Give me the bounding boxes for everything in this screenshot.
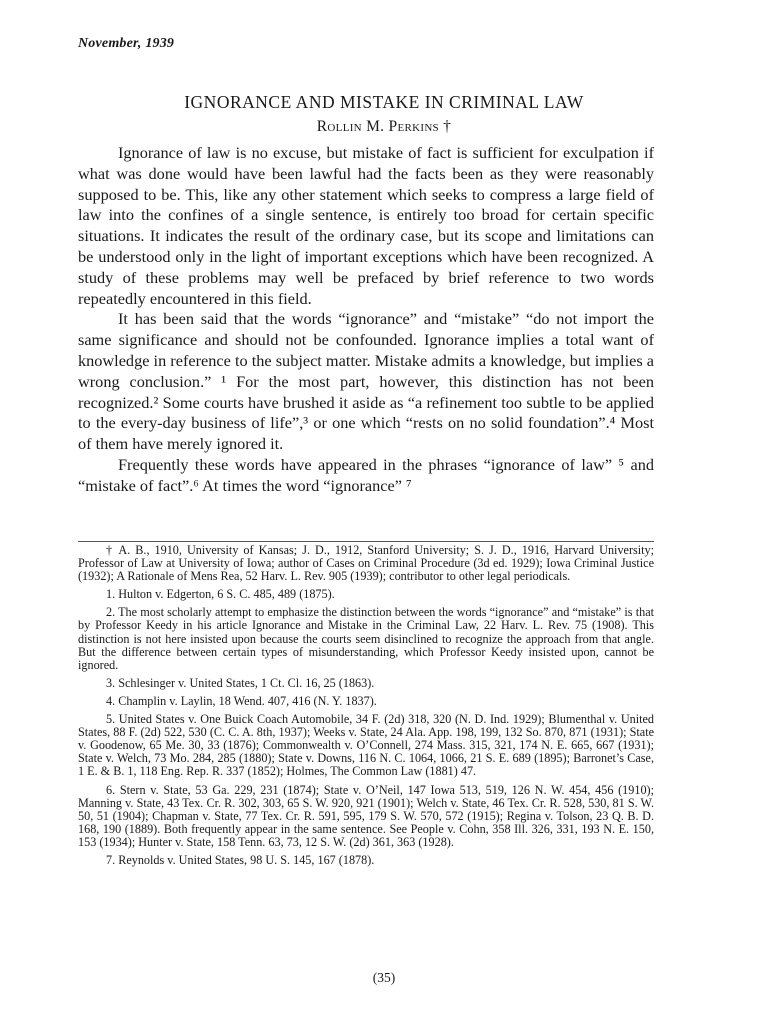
footnote: 1. Hulton v. Edgerton, 6 S. C. 485, 489 (1875). bbox=[106, 587, 335, 602]
footnotes bbox=[78, 544, 654, 872]
body-text bbox=[78, 143, 654, 497]
footnote: 4. Champlin v. Laylin, 18 Wend. 407, 416 (N. Y. 1837). bbox=[106, 693, 377, 708]
footnote: 6. Stern v. State, 53 Ga. 229, 231 (1874); State v. O’Neil, 147 Iowa 513, 519, 126 N. W. 454, 456 (1910); Manning v. State, 43 Tex. Cr. R. 302, 303, 65 S. W. 920, 921 (1901); Welch v. State, 46 Tex. Cr. R. 528, 530, 81 S. W. 50, 51 (1904); Chapman v. State, 77 Tex. Cr. R. 591, 595, 179 S. W. 570, 572 (1915); Regina v. Tolson, 23 Q. B. D. 168, 190 (1889). Both frequently appear in the same sentence. See People v. Cohn, 358 Ill. 326, 331, 193 N. E. 150, 153 (1934); Hunter v. State, 158 Tenn. 63, 73, 12 S. W. (2d) 361, 363 (1928). bbox=[78, 782, 654, 849]
article-title: IGNORANCE AND MISTAKE IN CRIMINAL LAW bbox=[184, 92, 584, 112]
paragraph: It has been said that the words “ignorance” and “mistake” “do not import the same significance and should not be confounded. Ignorance implies a total want of knowledge in reference to the subject matter. Mistake admits a knowledge, but implies a wrong conclusion.” ¹ For the most part, however, this distinction has not been recognized.² Some courts have brushed it aside as “a refinement too subtle to be applied to the every-day business of life”,³ or one which “rests on no solid foundation”.⁴ Most of them have merely ignored it. bbox=[78, 309, 654, 454]
paragraph: Frequently these words have appeared in the phrases “ignorance of law” ⁵ and “mistake of fact”.⁶ At times the word “ignorance” ⁷ bbox=[78, 454, 654, 495]
author-line: Rollin M. Perkins † bbox=[316, 118, 452, 135]
paragraph: Ignorance of law is no excuse, but mistake of fact is sufficient for exculpation if what was done would have been lawful had the facts been as they were reasonably supposed to be. This, like any other statement which seeks to compress a large field of law into the confines of a single sentence, is entirely too broad for certain specific situations. It indicates the result of the ordinary case, but its scope and limitations can be understood only in the light of important exceptions which have been recognized. A study of these problems may well be prefaced by brief reference to two words repeatedly encountered in this field. bbox=[78, 143, 654, 308]
running-head: November, 1939 bbox=[78, 36, 175, 51]
page-number: (35) bbox=[372, 970, 396, 985]
footnote: 3. Schlesinger v. United States, 1 Ct. Cl. 16, 25 (1863). bbox=[106, 675, 375, 690]
footnote: 5. United States v. One Buick Coach Automobile, 34 F. (2d) 318, 320 (N. D. Ind. 1929); Blumenthal v. United States, 88 F. (2d) 522, 530 (C. C. A. 8th, 1937); Weeks v. State, 24 Ala. App. 198, 199, 132 So. 870, 871 (1931); State v. Goodenow, 65 Me. 30, 33 (1876); Commonwealth v. O’Connell, 274 Mass. 315, 321, 174 N. E. 665, 667 (1931); State v. Welch, 73 Mo. 284, 285 (1880); State v. Downs, 116 N. C. 1064, 1066, 21 S. E. 689 (1895); Barronet’s Case, 1 E. & B. 1, 118 Eng. Rep. R. 337 (1852); Holmes, The Common Law (1881) 47. bbox=[78, 712, 654, 779]
footnote: † A. B., 1910, University of Kansas; J. D., 1912, Stanford University; S. J. D., 1916, Harvard University; Professor of Law at University of Iowa; author of Cases on Criminal Procedure (3d ed. 1929); Iowa Criminal Justice (1932); A Rationale of Mens Rea, 52 Harv. L. Rev. 905 (1939); contributor to other legal periodicals. bbox=[78, 543, 654, 584]
footnote: 2. The most scholarly attempt to emphasize the distinction between the words “ignorance” and “mistake” is that by Professor Keedy in his article Ignorance and Mistake in the Criminal Law, 22 Harv. L. Rev. 75 (1908). This distinction is not here insisted upon because the courts seem disinclined to recognize the approach from that angle. But the difference between certain types of misunderstanding, which Professor Keedy insisted upon, cannot be ignored. bbox=[78, 605, 654, 672]
footnote: 7. Reynolds v. United States, 98 U. S. 145, 167 (1878). bbox=[106, 852, 375, 867]
footnote-separator bbox=[78, 541, 654, 542]
